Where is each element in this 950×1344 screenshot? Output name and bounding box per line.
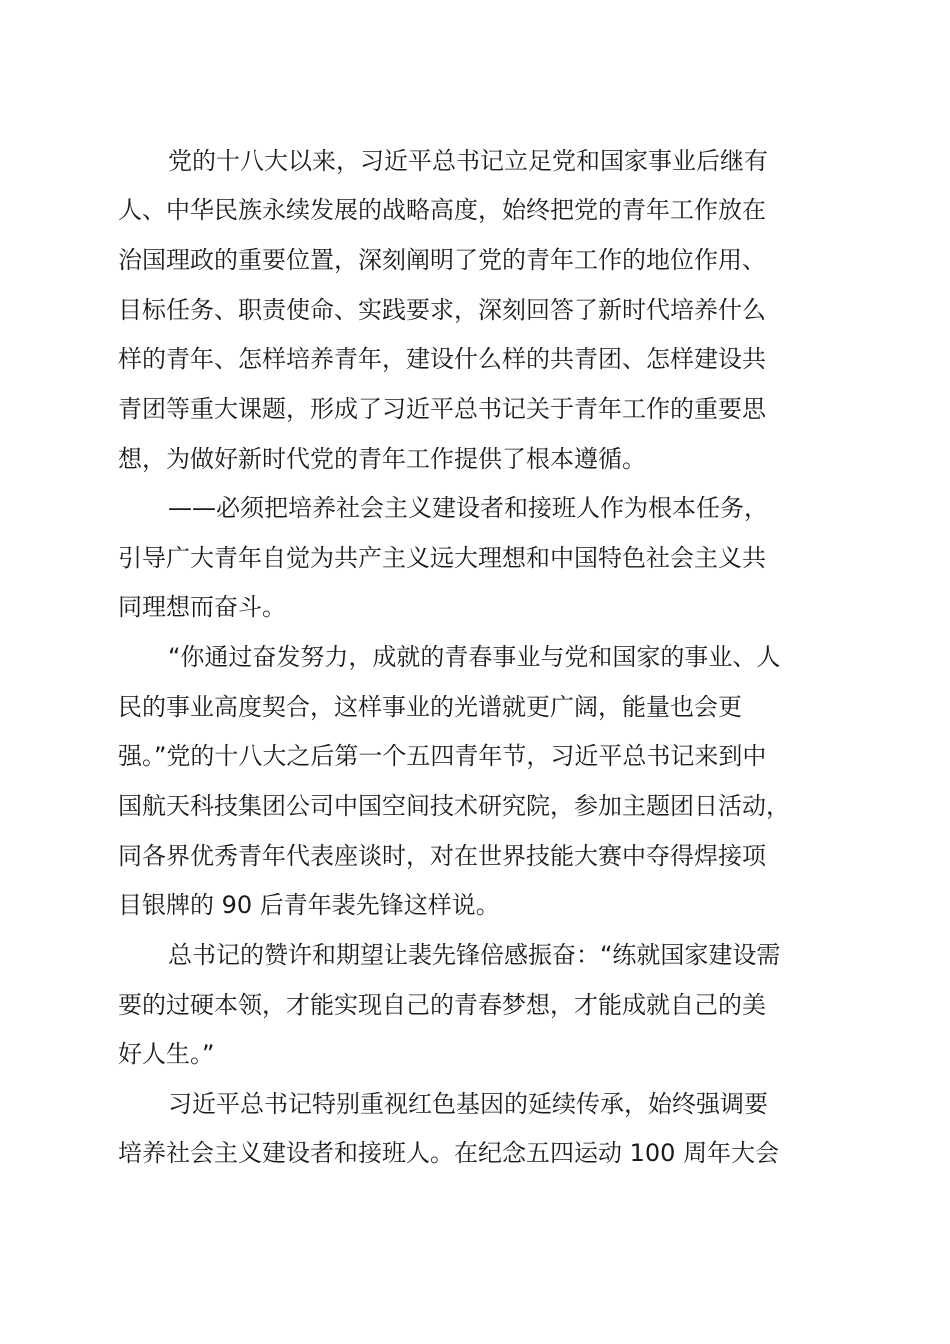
paragraph-3-line-3: 强。”党的十八大之后第一个五四青年节，习近平总书记来到中 (118, 742, 767, 770)
paragraph-1-line-6: 青团等重大课题，形成了习近平总书记关于青年工作的重要思 (118, 395, 766, 423)
paragraph-3-line-2: 民的事业高度契合，这样事业的光谱就更广阔，能量也会更 (118, 693, 742, 721)
paragraph-4-line-2: 要的过硬本领，才能实现自己的青春梦想，才能成就自己的美 (118, 991, 766, 1019)
paragraph-1-line-5: 样的青年、怎样培养青年，建设什么样的共青团、怎样建设共 (118, 345, 766, 373)
paragraph-1-line-1: 党的十八大以来，习近平总书记立足党和国家事业后继有 (168, 147, 768, 175)
paragraph-2-line-2: 引导广大青年自觉为共产主义远大理想和中国特色社会主义共 (118, 544, 766, 572)
paragraph-5-line-1: 习近平总书记特别重视红色基因的延续传承，始终强调要 (168, 1090, 768, 1118)
paragraph-1-line-2: 人、中华民族永续发展的战略高度，始终把党的青年工作放在 (118, 196, 766, 224)
paragraph-2-line-1: ——必须把培养社会主义建设者和接班人作为根本任务， (168, 494, 768, 522)
paragraph-4-line-1: 总书记的赞许和期望让裴先锋倍感振奋：“练就国家建设需 (168, 941, 781, 969)
paragraph-1-line-4: 目标任务、职责使命、实践要求，深刻回答了新时代培养什么 (118, 296, 766, 324)
paragraph-3-line-1: “你通过奋发努力，成就的青春事业与党和国家的事业、人 (168, 643, 781, 671)
paragraph-3-line-6: 目银牌的 90 后青年裴先锋这样说。 (118, 891, 500, 919)
paragraph-5-line-2: 培养社会主义建设者和接班人。在纪念五四运动 100 周年大会 (118, 1139, 780, 1167)
paragraph-4-line-3: 好人生。” (118, 1040, 215, 1068)
paragraph-1-line-3: 治国理政的重要位置，深刻阐明了党的青年工作的地位作用、 (118, 246, 766, 274)
paragraph-3-line-4: 国航天科技集团公司中国空间技术研究院，参加主题团日活动， (118, 792, 790, 820)
paragraph-3-line-5: 同各界优秀青年代表座谈时，对在世界技能大赛中夺得焊接项 (118, 842, 766, 870)
paragraph-2-line-3: 同理想而奋斗。 (118, 593, 286, 621)
paragraph-1-line-7: 想，为做好新时代党的青年工作提供了根本遵循。 (118, 445, 646, 473)
